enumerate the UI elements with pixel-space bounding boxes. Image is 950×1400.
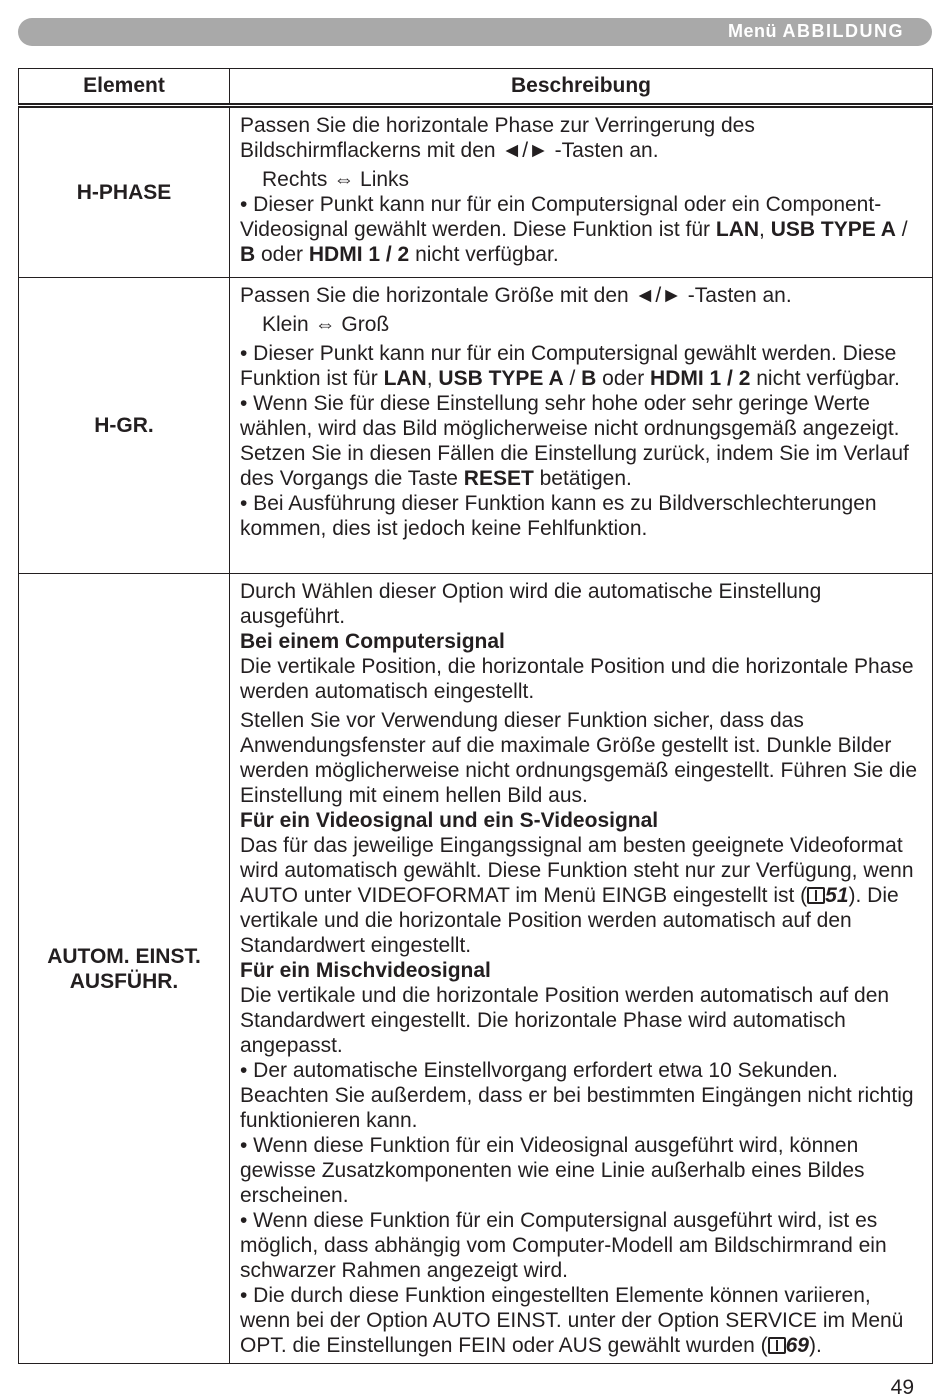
element-description: Passen Sie die horizontale Phase zur Verringerung des Bildschirmflackerns mit den ◄/► -Tasten an. Rechts ⇔ Links • Dieser Punkt kann nur für ein Computersignal oder ein Component-Videosignal gewählt werden. Diese Funktion ist für LAN, USB TYPE A / B oder HDMI 1 / 2 nicht verfügbar. [230, 106, 933, 278]
element-description: Durch Wählen dieser Option wird die automatische Einstellung ausgeführt. Bei einem Computersignal Die vertikale Position, die horizontale Position und die horizontale Phase werden automatisch eingestellt. Stellen Sie vor Verwendung dieser Funktion sicher, dass das Anwendungsfenster auf die maximale Größe gestellt ist. Dunkle Bilder werden möglicherweise nicht ordnungsgemäß eingestellt. Führen Sie die Einstellung mit einem hellen Bild aus. Für ein Videosignal und ein S-Videosignal Das für das jeweilige Eingangssignal am besten geeignete Videoformat wird automatisch gewählt. Diese Funktion steht nur zur Verfügung, wenn AUTO unter VIDEOFORMAT im Menü EINGB eingestellt ist ( 51). Die vertikale und die horizontale Position werden automatisch auf den Standardwert eingestellt. Für ein Mischvideosignal Die vertikale und die horizontale Position werden automatisch auf den Standardwert eingestellt. Die horizontale Phase wird automatisch angepasst. • Der automatische Einstellvorgang erfordert etwa 10 Sekunden. Beachten Sie außerdem, dass er bei bestimmten Eingängen nicht richtig funktionieren kann. • Wenn diese Funktion für ein Videosignal ausgeführt wird, können gewisse Zusatzkomponenten wie eine Linie außerhalb eines Bildes erscheinen. • Wenn diese Funktion für ein Computersignal ausgeführt wird, ist es möglich, dass abhängig vom Computer-Modell am Bildschirmrand ein schwarzer Rahmen angezeigt wird. • Die durch diese Funktion eingestellten Elemente können variieren, wenn bei der Option AUTO EINST. unter der Option SERVICE im Menü OPT. die Einstellungen FEIN oder AUS gewählt wurden ( 69). [230, 574, 933, 1364]
column-header-element: Element [19, 69, 230, 106]
page-number: 49 [890, 1376, 914, 1399]
page-reference[interactable]: 51 [825, 884, 849, 907]
column-header-description: Beschreibung [230, 69, 933, 106]
element-name: AUTOM. EINST. AUSFÜHR. [19, 574, 230, 1364]
table-row [19, 278, 933, 574]
page-reference[interactable]: 69 [785, 1334, 809, 1357]
header-title: Menü ABBILDUNG [727, 21, 904, 41]
book-icon [807, 887, 825, 904]
book-icon [768, 1337, 786, 1354]
menu-table [18, 68, 933, 1364]
element-name: H-GR. [19, 278, 230, 574]
table-header-row [19, 69, 933, 106]
element-name: H-PHASE [19, 106, 230, 278]
table-row [19, 106, 933, 278]
element-description: Passen Sie die horizontale Größe mit den ◄/► -Tasten an. Klein ⇔ Groß • Dieser Punkt kann nur für ein Computersignal gewählt werden. Diese Funktion ist für LAN, USB TYPE A / B oder HDMI 1 / 2 nicht verfügbar. • Wenn Sie für diese Einstellung sehr hohe oder sehr geringe Werte wählen, wird das Bild möglicherweise nicht ordnungsgemäß angezeigt. Setzen Sie in diesen Fällen die Einstellung zurück, indem Sie im Verlauf des Vorgangs die Taste RESET betätigen. • Bei Ausführung dieser Funktion kann es zu Bildverschlechterungen kommen, dies ist jedoch keine Fehlfunktion. [230, 278, 933, 574]
table-row [19, 574, 933, 1364]
header-bar [18, 18, 932, 46]
